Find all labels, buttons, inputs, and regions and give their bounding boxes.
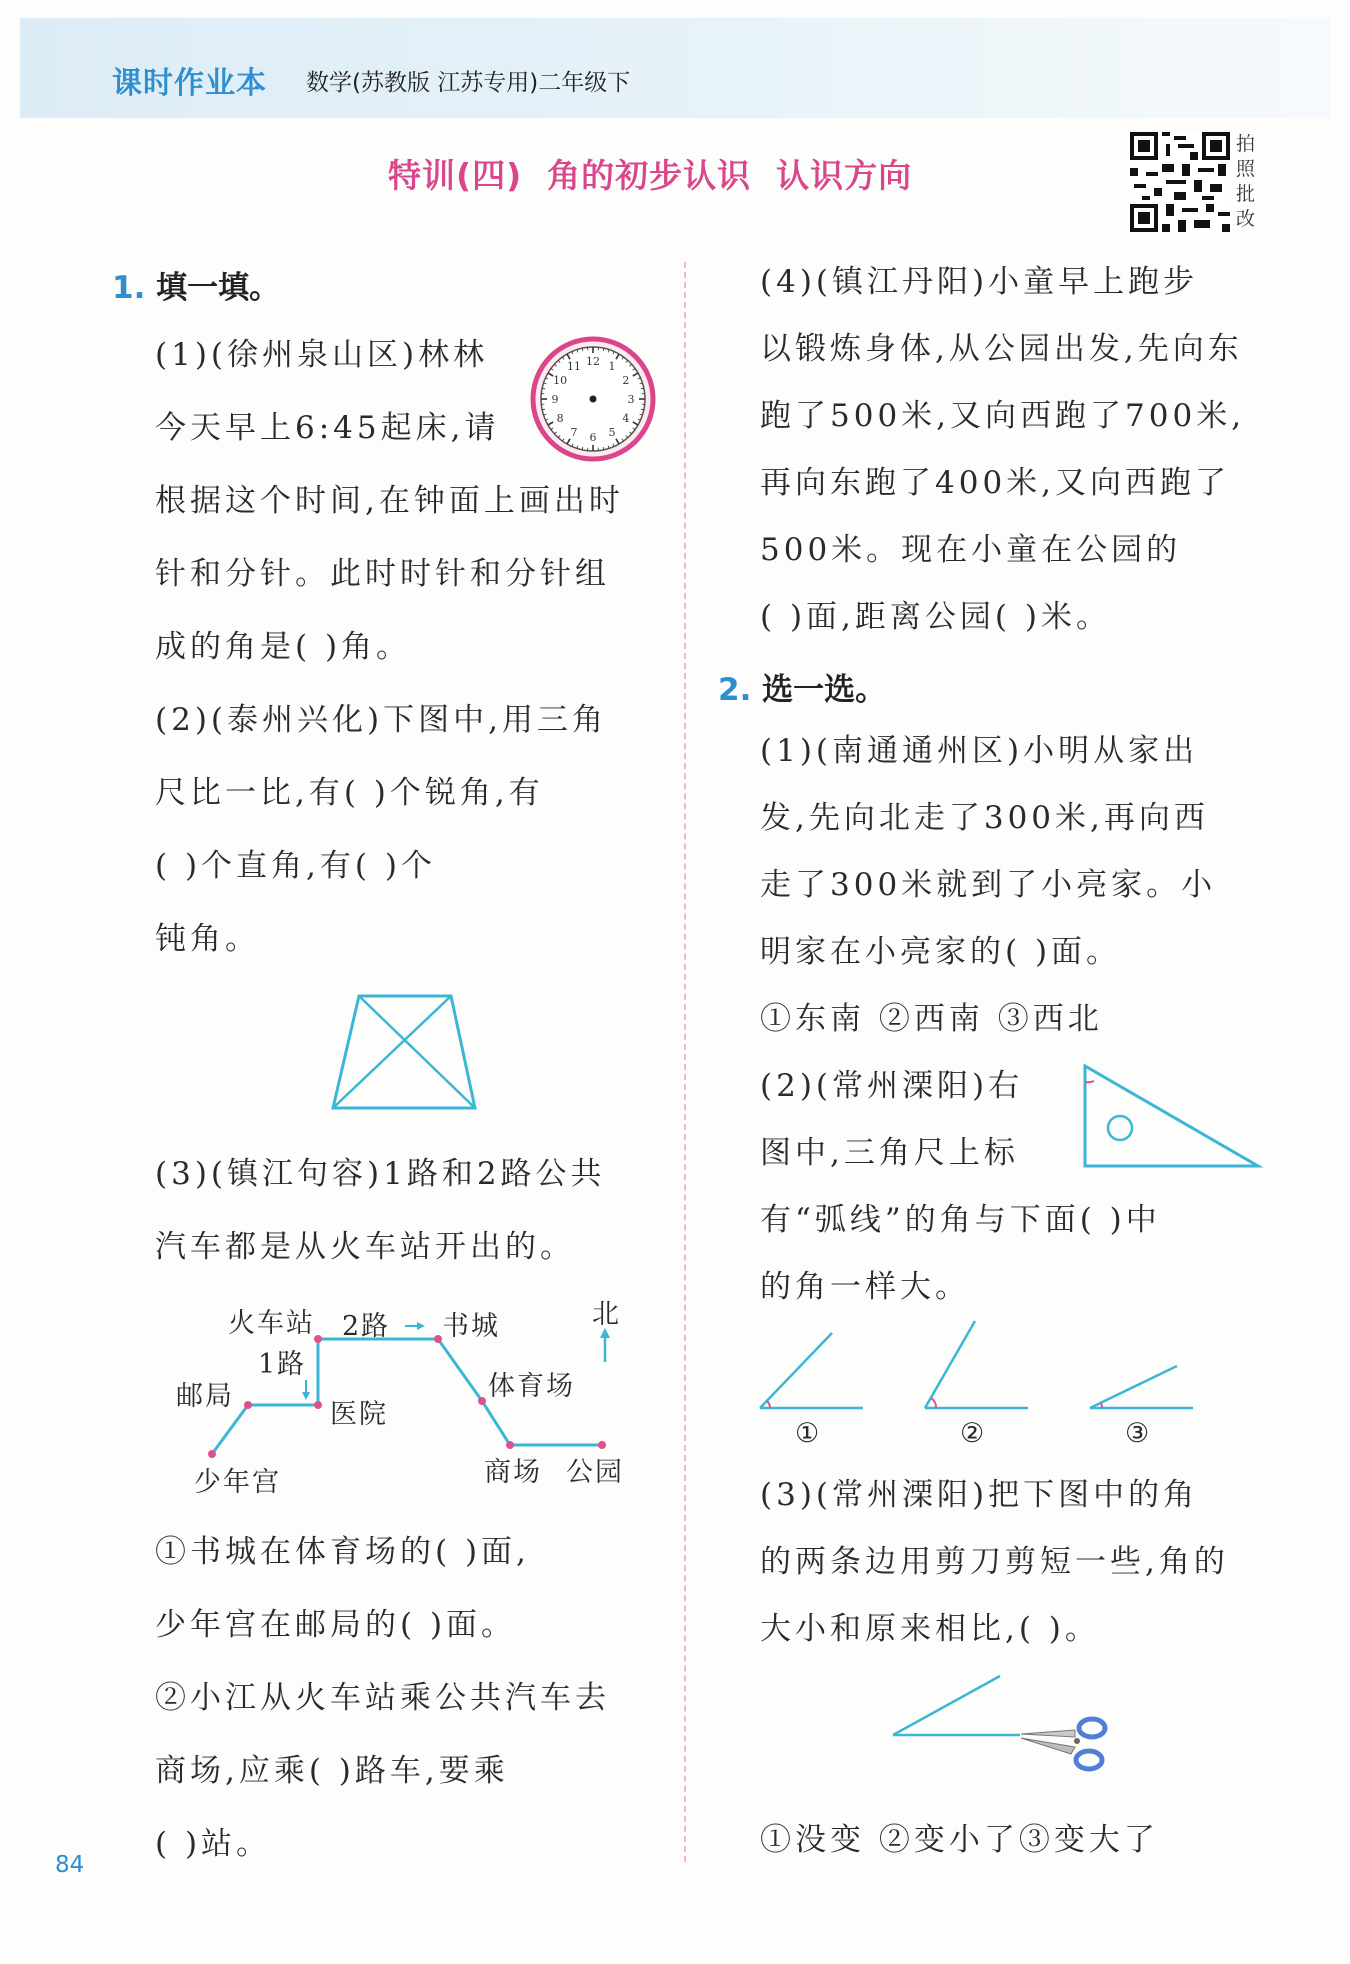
section-2-number: 2. xyxy=(718,672,752,708)
angle-choice-2[interactable] xyxy=(925,1321,1028,1408)
map-label-park: 公园 xyxy=(566,1457,624,1488)
clock-number: 5 xyxy=(608,425,616,439)
q2-line: ( )个直角,有( )个 xyxy=(155,848,436,884)
q1-line: 今天早上6:45起床,请 xyxy=(155,410,500,446)
angle-choice-1[interactable] xyxy=(760,1333,863,1408)
s2-q3-options: ①没变 ②变小了③变大了 xyxy=(760,1822,1159,1858)
angle-with-scissors xyxy=(885,1670,1120,1780)
s2-q2-line: 图中,三角尺上标 xyxy=(760,1135,1019,1171)
q4-line: 以锻炼身体,从公园出发,先向东 xyxy=(760,331,1243,367)
angle-arc-icon xyxy=(1085,1081,1094,1082)
clock-number: 1 xyxy=(608,360,616,374)
s2-q2-line: 的角一样大。 xyxy=(760,1269,970,1305)
section-1-heading xyxy=(112,262,280,307)
s2-q1-line: 发,先向北走了300米,再向西 xyxy=(760,800,1209,836)
column-divider xyxy=(684,262,686,1862)
q4-line: 再向东跑了400米,又向西跑了 xyxy=(760,465,1231,501)
page-title: 特训(四) 角的初步认识 认识方向 xyxy=(388,156,913,195)
q2-line: 钝角。 xyxy=(155,921,260,957)
clock-number: 10 xyxy=(553,374,568,387)
clock-number: 2 xyxy=(622,374,630,387)
s2-q3-line: 的两条边用剪刀剪短一些,角的 xyxy=(760,1544,1229,1580)
q2-line: 尺比一比,有( )个锐角,有 xyxy=(155,775,544,811)
set-square-figure xyxy=(1080,1062,1265,1172)
s2-q3-line: 大小和原来相比,( )。 xyxy=(760,1611,1100,1647)
s2-q2-line: (2)(常州溧阳)右 xyxy=(760,1068,1024,1104)
angle-label-1: ① xyxy=(795,1418,820,1449)
q4-line: (4)(镇江丹阳)小童早上跑步 xyxy=(760,264,1199,300)
clock-number: 11 xyxy=(567,360,581,374)
section-1-number: 1. xyxy=(112,270,146,306)
q1-line: (1)(徐州泉山区)林林 xyxy=(155,337,489,373)
q1-line: 成的角是( )角。 xyxy=(155,629,412,665)
clock-number: 4 xyxy=(622,412,630,425)
section-2-heading xyxy=(718,664,886,709)
q4-line: 500米。现在小童在公园的 xyxy=(760,532,1182,568)
map-label-train-station: 火车站 xyxy=(228,1308,315,1339)
angle-label-2: ② xyxy=(960,1418,985,1449)
q4-line: 跑了500米,又向西跑了700米, xyxy=(760,398,1246,434)
q3-sub-line: 少年宫在邮局的( )面。 xyxy=(155,1607,517,1643)
s2-q1-options: ①东南 ②西南 ③西北 xyxy=(760,1001,1103,1037)
clock-number: 9 xyxy=(551,393,559,406)
q3-sub-line: ②小江从火车站乘公共汽车去 xyxy=(155,1680,610,1716)
map-label-post-office: 邮局 xyxy=(176,1381,234,1412)
page-number: 84 xyxy=(55,1852,85,1878)
qr-code-icon[interactable] xyxy=(1130,132,1230,232)
scissors-icon xyxy=(1021,1719,1105,1769)
s2-q2-line: 有“弧线”的角与下面( )中 xyxy=(760,1202,1161,1238)
angle-side xyxy=(893,1676,1000,1735)
q3-line: (3)(镇江句容)1路和2路公共 xyxy=(155,1156,606,1192)
q2-line: (2)(泰州兴化)下图中,用三角 xyxy=(155,702,607,738)
clock-number: 6 xyxy=(589,431,597,444)
map-label-hospital: 医院 xyxy=(330,1399,388,1430)
q3-line: 汽车都是从火车站开出的。 xyxy=(155,1229,575,1265)
clock-face[interactable] xyxy=(528,334,658,464)
q1-line: 针和分针。此时时针和分针组 xyxy=(155,556,610,592)
q4-line: ( )面,距离公园( )米。 xyxy=(760,599,1111,635)
angle-choices xyxy=(755,1315,1205,1420)
brand-title: 课时作业本 xyxy=(112,66,267,101)
angle-choice-3[interactable] xyxy=(1090,1366,1193,1408)
clock-number: 12 xyxy=(586,355,600,368)
q3-sub-line: ①书城在体育场的( )面, xyxy=(155,1534,530,1570)
s2-q1-line: (1)(南通通州区)小明从家出 xyxy=(760,733,1199,769)
map-label-book-city: 书城 xyxy=(442,1311,500,1342)
map-label-stadium: 体育场 xyxy=(488,1371,575,1402)
clock-number: 8 xyxy=(556,412,564,425)
section-2-title: 选一选。 xyxy=(762,672,887,708)
q1-line: 根据这个时间,在钟面上画出时 xyxy=(155,483,624,519)
map-label-mall: 商场 xyxy=(484,1457,542,1488)
angle-label-3: ③ xyxy=(1125,1418,1150,1449)
clock-center-dot xyxy=(590,396,597,403)
q3-sub-line: 商场,应乘( )路车,要乘 xyxy=(155,1753,509,1789)
section-1-title: 填一填。 xyxy=(156,270,281,306)
map-label-north: 北 xyxy=(592,1299,621,1330)
qr-caption: 拍照批改 xyxy=(1236,133,1256,230)
clock-number: 7 xyxy=(570,425,578,439)
map-label-youth-palace: 少年宫 xyxy=(194,1467,281,1498)
s2-q1-line: 走了300米就到了小亮家。小 xyxy=(760,867,1217,903)
s2-q3-line: (3)(常州溧阳)把下图中的角 xyxy=(760,1477,1199,1513)
q3-sub-line: ( )站。 xyxy=(155,1826,272,1862)
map-label-route-1: 1路 xyxy=(258,1349,307,1380)
subject-line: 数学(苏教版 江苏专用)二年级下 xyxy=(306,70,631,96)
clock-number: 3 xyxy=(627,393,635,406)
map-label-route-2: 2路 xyxy=(342,1311,391,1342)
s2-q1-line: 明家在小亮家的( )面。 xyxy=(760,934,1122,970)
trapezoid-figure xyxy=(325,990,485,1115)
